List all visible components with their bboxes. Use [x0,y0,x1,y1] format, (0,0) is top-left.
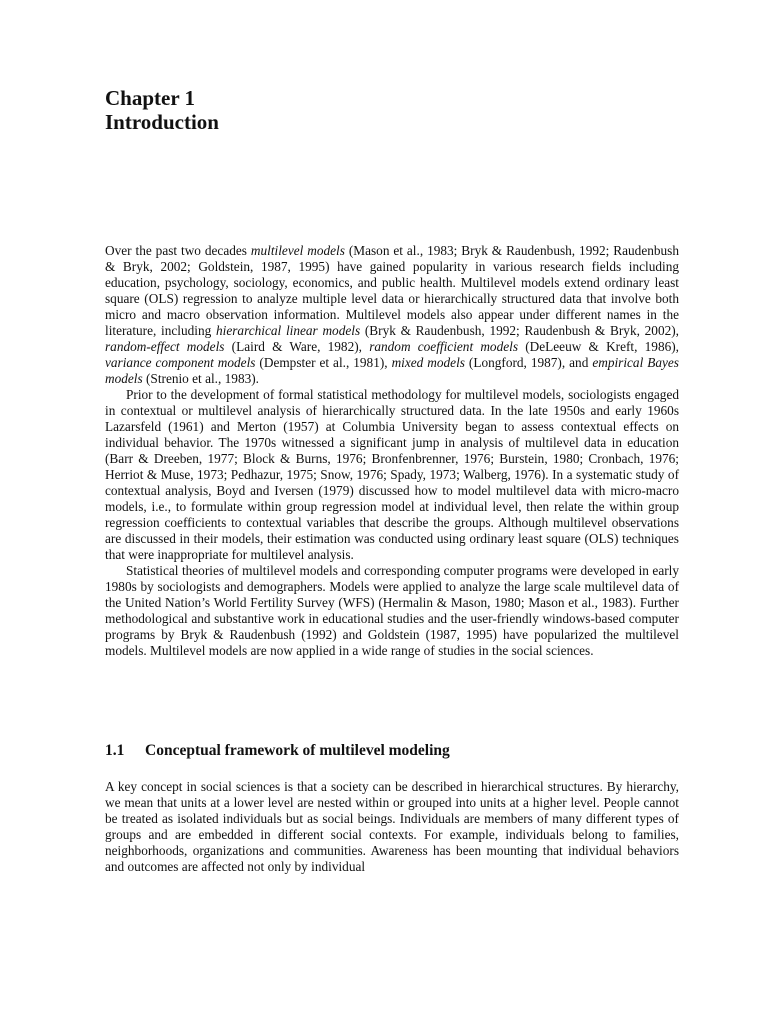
text-run: (Laird & Ware, 1982), [224,339,370,354]
italic-term: hierarchical linear models [216,323,361,338]
italic-term: random coefficient models [369,339,519,354]
body-paragraph [105,243,679,387]
chapter-title: Introduction [105,110,219,134]
text-run: Over the past two decades [105,243,251,258]
section-body [105,779,679,875]
italic-term: random-effect models [105,339,225,354]
text-run: (Bryk & Raudenbush, 1992; Raudenbush & Bryk, 2002), [360,323,679,338]
italic-term: mixed models [391,355,465,370]
text-run: Prior to the development of formal statistical methodology for multilevel models, sociologists engaged in contextual or multilevel analysis of hierarchically structured data. In the late 1950s and early 1960s Lazarsfeld (1961) and Merton (1957) at Columbia University began to assess contextual effects on individual behavior. The 1970s witnessed a significant jump in analysis of multilevel data in education (Barr & Dreeben, 1977; Block & Burns, 1976; Bronfenbrenner, 1976; Burstein, 1980; Cronbach, 1976; Herriot & Muse, 1973; Pedhazur, 1975; Snow, 1976; Spady, 1973; Walberg, 1976). In a systematic study of contextual analysis, Boyd and Iversen (1979) discussed how to model multilevel data with micro-macro models, i.e., to formulate within group regression model at individual level, then relate the within group regression coefficients to contextual variables that describe the groups. Although multilevel observations are discussed in their models, their estimation was conducted using ordinary least square (OLS) techniques that were inappropriate for multilevel analysis. [105,387,679,562]
italic-term: multilevel models [250,243,345,258]
section-number: 1.1 [105,742,125,759]
text-run: (Mason et al., 1983; Bryk & Raudenbush, 1992; Raudenbush & Bryk, 2002; Goldstein, 1987, 1995) have gained popularity in various research fields including education, psychology, sociology, economics, and public health. Multilevel models extend ordinary least square (OLS) regression to analyze multiple level data or hierarchically structured data that involve both micro and macro observation information. Multilevel models also appear under different names in the literature, including [105,243,679,338]
body-paragraph [105,563,679,659]
section-paragraph: A key concept in social sciences is that a society can be described in hierarchical structures. By hierarchy, we mean that units at a lower level are nested within or grouped into units at a higher level. People cannot be treated as isolated individuals but as social beings. Individuals are members of many different types of groups and are embedded in different social contexts. For example, individuals belong to families, neighborhoods, organizations and communities. Awareness has been mounting that individual behaviors and outcomes are affected not only by individual [105,779,679,874]
section-title: Conceptual framework of multilevel modeling [145,742,450,759]
text-run: Statistical theories of multilevel models and corresponding computer programs were developed in early 1980s by sociologists and demographers. Models were applied to analyze the large scale multilevel data of the United Nation’s World Fertility Survey (WFS) (Hermalin & Mason, 1980; Mason et al., 1983). Further methodological and substantive work in educational studies and the user-friendly windows-based computer programs by Bryk & Raudenbush (1992) and Goldstein (1987, 1995) have popularized the multilevel models. Multilevel models are now applied in a wide range of studies in the social sciences. [105,563,679,658]
chapter-label: Chapter 1 [105,86,196,110]
introduction-body [105,243,679,659]
text-run: (Dempster et al., 1981), [255,355,392,370]
italic-term: variance component models [105,355,256,370]
chapter-heading [105,86,219,134]
body-paragraph [105,387,679,563]
italic-term: empirical Bayes models [105,355,679,386]
text-run: (DeLeeuw & Kreft, 1986), [518,339,679,354]
text-run: (Longford, 1987), and [464,355,593,370]
section-heading [105,741,450,761]
text-run: (Strenio et al., 1983). [142,371,259,386]
